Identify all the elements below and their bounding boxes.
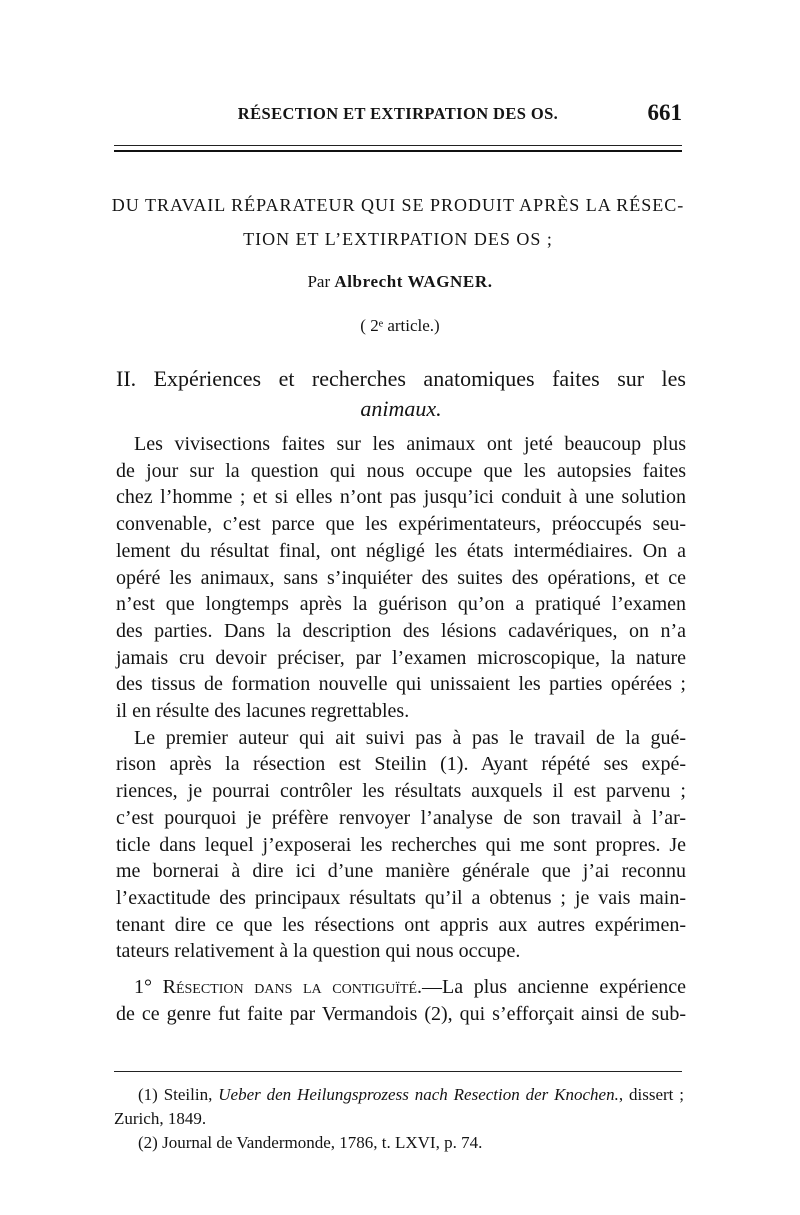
section-heading-line-1: II. Expériences et recherches anatomiques faites sur les [116, 366, 686, 391]
subsection-line-1 [116, 974, 686, 1001]
body-line: riences, je pourrai contrôler les résultats auxquels il est parvenu ; [116, 780, 686, 803]
body-line: jamais cru devoir préciser, par l’examen microscopique, la nature [116, 646, 686, 669]
section-heading [116, 364, 686, 424]
footnote-1-title: Ueber den Heilungsprozess nach Resection der Knochen. [218, 1085, 619, 1104]
body-line: lement du résultat final, ont négligé les états intermédiaires. On a [116, 539, 686, 562]
body-line: des parties. Dans la description des lésions cadavériques, on n’a [116, 619, 686, 642]
body-line: opéré les animaux, sans s’inquiéter des suites des opérations, et ce [116, 566, 686, 589]
page-number: 661 [647, 100, 682, 125]
body-line: chez l’homme ; et si elles n’ont pas jusqu’ici conduit à une solution [116, 486, 686, 509]
article-note: ( 2ᵉ article.) [360, 316, 440, 335]
body-line: Le premier auteur qui ait suivi pas à pas le travail de la gué- [134, 726, 686, 749]
footnote-1-tail: , dissert ; [618, 1085, 684, 1104]
footnotes [114, 1083, 684, 1155]
body-line: me bornerai à dire ici d’une manière générale que j’ai reconnu [116, 860, 686, 883]
article-title-line-1: DU TRAVAIL RÉPARATEUR QUI SE PRODUIT APRÈS LA RÉSEC- [111, 195, 685, 215]
subsection-label: 1° Résection dans la contiguïté. [134, 976, 423, 999]
body-line: rison après la résection est Steilin (1). Ayant répété ses expé- [116, 753, 686, 776]
footnote-rule [114, 1071, 682, 1072]
body-line: tateurs relativement à la question qui nous occupe. [116, 940, 521, 963]
body-line: c’est pourquoi je préfère renvoyer l’analyse de son travail à l’ar- [116, 806, 686, 829]
body-text [116, 431, 686, 1027]
footnote-2: (2) Journal de Vandermonde, 1786, t. LXVI, p. 74. [138, 1133, 483, 1152]
footnote-1-line-2: Zurich, 1849. [114, 1109, 207, 1128]
subsection-line-1-rest: —La plus ancienne expérience [422, 976, 686, 999]
body-line: Les vivisections faites sur les animaux ont jeté beaucoup plus [134, 433, 686, 455]
byline [100, 272, 700, 292]
running-title: RÉSECTION ET EXTIRPATION DES OS. [237, 104, 559, 123]
body-line: convenable, c’est parce que les expérimentateurs, préoccupés seu- [116, 513, 686, 536]
footnote-1 [114, 1083, 684, 1107]
subsection-line-2: de ce genre fut faite par Vermandois (2), qui s’efforçait ainsi de sub- [116, 1002, 686, 1025]
body-line: de jour sur la question qui nous occupe que les autopsies faites [116, 459, 686, 482]
body-line: ticle dans lequel j’exposerai les recherches qui me sont propres. Je [116, 833, 686, 856]
body-line: des tissus de formation nouvelle qui unissaient les parties opérées ; [116, 673, 686, 696]
body-line: tenant dire ce que les résections ont appris aux autres expérimen- [116, 913, 686, 936]
byline-author: Albrecht WAGNER. [334, 272, 493, 291]
header-rule-thin [114, 145, 682, 146]
article-title [108, 188, 688, 256]
footnote-1-lead: (1) Steilin, [138, 1085, 219, 1104]
article-title-line-2: TION ET L’EXTIRPATION DES OS ; [243, 229, 553, 249]
body-line: l’exactitude des principaux résultats qu’il a obtenus ; je vais main- [116, 886, 686, 909]
header-rule-thick [114, 150, 682, 152]
byline-prefix: Par [307, 272, 335, 291]
body-line: n’est que longtemps après la guérison qu’on a pratiqué l’examen [116, 593, 686, 616]
running-header [114, 100, 682, 130]
section-heading-line-2: animaux. [360, 396, 442, 421]
body-line: il en résulte des lacunes regrettables. [116, 700, 410, 723]
